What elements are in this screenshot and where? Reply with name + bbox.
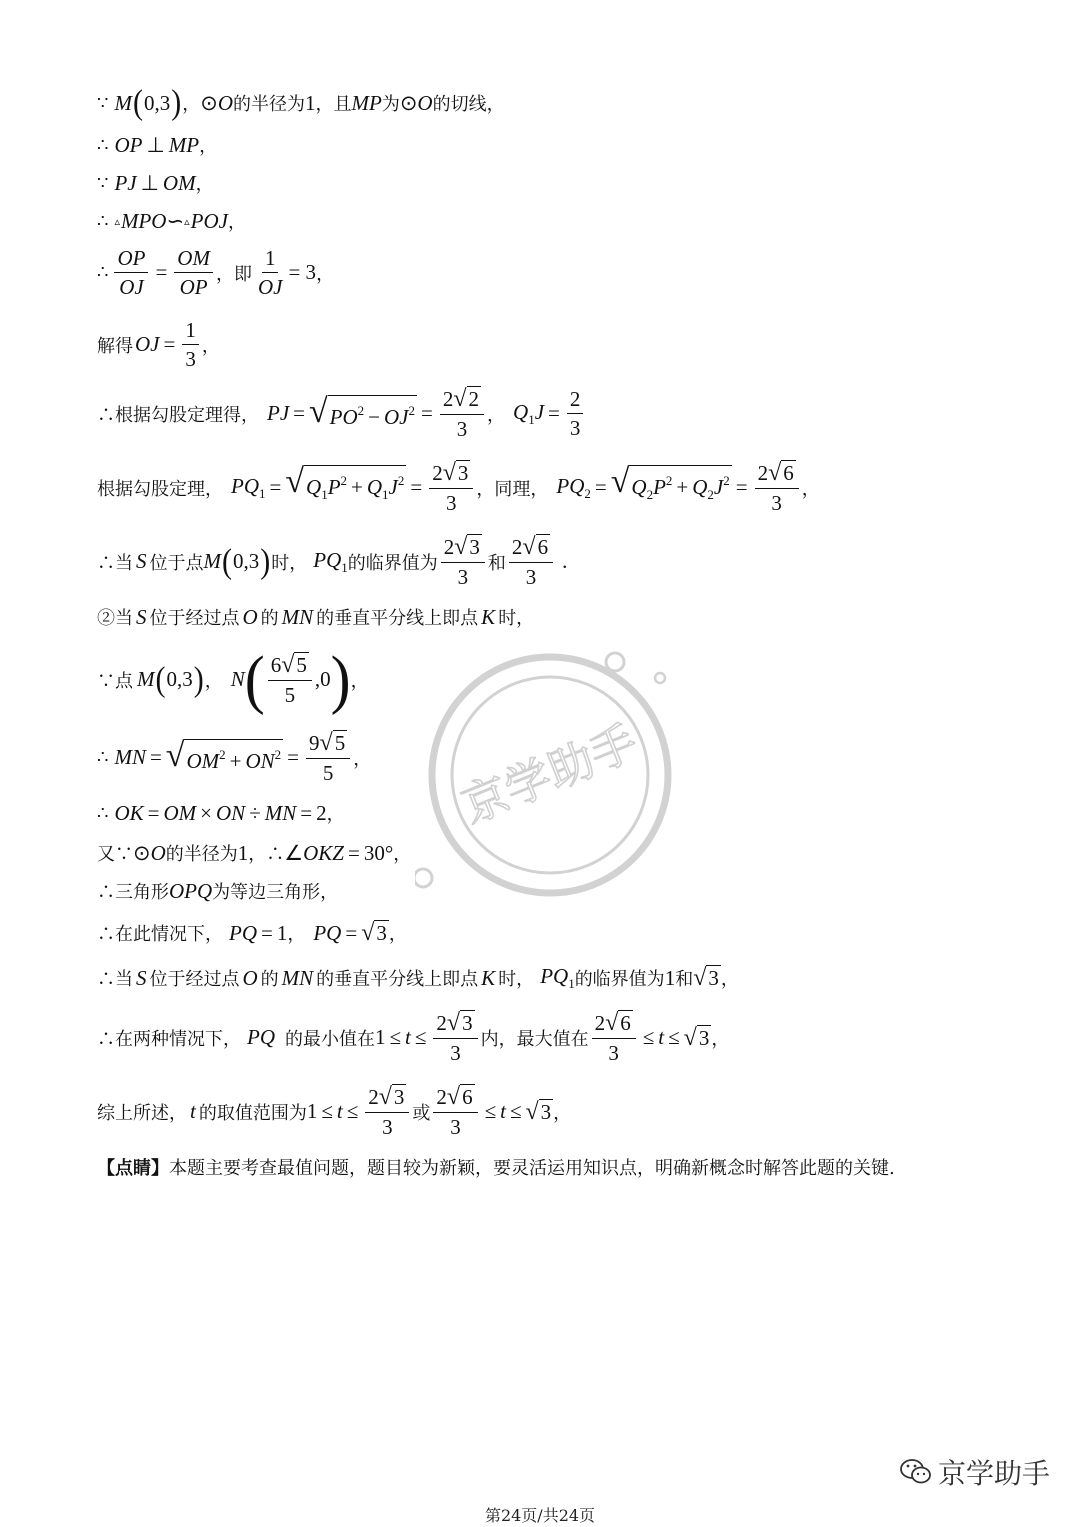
line-20 xyxy=(97,1154,895,1180)
text: ， xyxy=(711,1028,730,1050)
text: ， xyxy=(326,804,345,825)
circle-symbol: ⊙ xyxy=(200,90,218,115)
line-5: ∴ $\frac{OP}{OJ}$ = $\frac{OM}{OP}$ ，即 $\frac{1}{OJ}$ = 3 ， xyxy=(97,246,335,299)
text: ， xyxy=(350,670,369,692)
text: ，同理， xyxy=(476,478,549,500)
line-15: ∴三角形 OPQ 为等边三角形， xyxy=(97,878,339,903)
line-12: ∴ MN = √ $OM^2 + ON^2$ = 9 √ 5 5 ， xyxy=(97,730,372,785)
line-18: ∴在两种情况下， PQ 的最小值在 1 ≤ t ≤ 2 √ 3 3 内，最大值在 2 √ 6 3 ≤ t ≤ √ 3 ， xyxy=(97,1010,730,1065)
text: ，即 xyxy=(215,263,252,285)
text: 综上所述， xyxy=(97,1102,187,1124)
text: 时， xyxy=(498,608,535,629)
watermark-seal xyxy=(415,640,685,910)
line-9: ∴当 S 位于点 M ( 0,3 ) 时， $PQ_1$ 的临界值为 2 √ 3 3 和 2 √ 6 3 . xyxy=(97,534,568,589)
text: 和 xyxy=(487,552,506,574)
text: ②当 xyxy=(97,608,133,629)
text: ， xyxy=(487,404,506,426)
text: 时， xyxy=(271,552,308,574)
text: 的半径为 xyxy=(232,94,305,115)
line-4: ∴ ▵ MPO ∽ ▵ POJ ， xyxy=(97,208,246,233)
text: 的垂直平分线上即点 xyxy=(316,969,479,990)
comment-text: 本题主要考查最值问题，题目较为新颖，要灵活运用知识点，明确新概念时解答此题的关键. xyxy=(169,1158,895,1179)
text: ，且 xyxy=(315,94,352,115)
text: 位于经过点 xyxy=(149,608,240,629)
line-13: ∴ OK = OM × ON ÷ MN = 2 ， xyxy=(97,800,345,825)
text: ， xyxy=(388,924,407,945)
text: 内，最大值在 xyxy=(480,1028,589,1050)
line-17: ∴当 S 位于经过点 O 的 MN 的垂直平分线上即点 K 时， $PQ_1$ 的临界值为 1 和 √ 3 ， xyxy=(97,964,739,991)
text: ， xyxy=(287,924,306,945)
text: ∴根据勾股定理得， xyxy=(97,404,259,426)
text: 和 xyxy=(675,969,694,990)
because-symbol: ∵ xyxy=(97,92,109,114)
watermark-text: 京学助手 xyxy=(454,714,646,834)
text: ， xyxy=(316,263,335,285)
text: ， xyxy=(720,969,739,990)
text: 的切线， xyxy=(432,94,505,115)
wechat-icon xyxy=(900,1458,932,1486)
number: 1 xyxy=(304,90,316,115)
text: ， xyxy=(195,174,214,195)
text: . xyxy=(562,549,568,573)
therefore-symbol: ∴ xyxy=(97,747,109,768)
perp-symbol: ⊥ xyxy=(140,170,159,195)
text: ， xyxy=(182,94,201,115)
number: 1 xyxy=(237,840,249,865)
text: ∵点 xyxy=(97,670,133,692)
text: 解得 xyxy=(97,335,133,357)
perp-symbol: ⊥ xyxy=(146,132,165,157)
line-14: 又∵ ⊙ O 的半径为 1 ，∴ ∠ OKZ = 30° ， xyxy=(97,840,412,865)
text: 又∵ xyxy=(97,844,133,865)
line-6: 解得 OJ = $\frac{1}{3}$ ， xyxy=(97,318,220,371)
therefore-symbol: ∴ xyxy=(97,262,109,283)
text: ， xyxy=(393,844,412,865)
line-7: ∴根据勾股定理得， PJ = √ $PO^2 - OJ^2$ = 2 √ 2 3 ， $Q_1J$ = $\frac{2}{3}$ xyxy=(97,386,586,441)
line-8: 根据勾股定理， $PQ_1$ = √ $Q_1P^2 + Q_1J^2$ = 2 √ 3 3 ，同理， $PQ_2$ = √ $Q_2P^2 + Q_2J^2$ = 2 √ 6 3 ， xyxy=(97,460,820,515)
line-2: ∴ OP ⊥ MP ， xyxy=(97,132,218,157)
text: ， xyxy=(201,335,220,357)
similar-symbol: ∽ xyxy=(166,208,185,233)
equation-part: = 3 xyxy=(288,260,317,284)
text: ∴三角形 xyxy=(97,882,169,903)
line-1: ∵ M ( 0,3 ) ， ⊙ O 的半径为 1 ，且 MP 为 ⊙ O 的切线， xyxy=(97,83,505,122)
text: ， xyxy=(204,670,223,692)
text: 的临界值为 xyxy=(574,969,665,990)
line-10: ②当 S 位于经过点 O 的 MN 的垂直平分线上即点 K 时， xyxy=(97,604,535,629)
text: 的临界值为 xyxy=(347,552,438,574)
text: 根据勾股定理， xyxy=(97,478,223,500)
page-number: 第24页/共24页 xyxy=(484,1506,596,1525)
text: 位于点 xyxy=(149,552,204,574)
therefore-symbol: ∴ xyxy=(97,210,109,232)
text: 的最小值在 xyxy=(285,1028,375,1050)
text: ， xyxy=(353,748,372,770)
therefore-symbol: ∴ xyxy=(97,802,109,824)
text: ∴在两种情况下， xyxy=(97,1028,241,1050)
text: ， xyxy=(227,212,246,233)
text: ， xyxy=(553,1102,572,1124)
text: ， xyxy=(199,136,218,157)
line-16: ∴在此情况下， PQ = 1 ， PQ = √ 3 ， xyxy=(97,920,407,946)
line-11: ∵点 M ( 0,3 ) ， N ( 6 √ 5 5 ,0 ) ， xyxy=(97,642,369,716)
text: 位于经过点 xyxy=(149,969,240,990)
text: 或 xyxy=(412,1102,431,1124)
because-symbol: ∵ xyxy=(97,172,109,194)
text: ∴在此情况下， xyxy=(97,924,223,945)
footer-logo-text: 京学助手 xyxy=(938,1457,1051,1490)
text: 时， xyxy=(498,969,535,990)
text: 的垂直平分线上即点 xyxy=(316,608,479,629)
text: ， xyxy=(801,478,820,500)
text: ，∴ xyxy=(248,844,285,865)
comment-label: 【点睛】 xyxy=(97,1158,169,1179)
text: 的取值范围为 xyxy=(198,1102,307,1124)
line-19: 综上所述， t 的取值范围为 1 ≤ t ≤ 2 √ 3 3 或 2 √ 6 3 ≤ t ≤ √ 3 ， xyxy=(97,1084,572,1139)
text: ∴当 xyxy=(97,552,133,574)
text: 为等边三角形， xyxy=(212,882,339,903)
text: 的 xyxy=(260,969,279,990)
text: 的半径为 xyxy=(165,844,238,865)
line-3: ∵ PJ ⊥ OM ， xyxy=(97,170,214,195)
text: 为 xyxy=(381,94,400,115)
wechat-logo xyxy=(900,1452,1050,1492)
therefore-symbol: ∴ xyxy=(97,134,109,156)
number: 1 xyxy=(664,965,676,990)
text: ∴当 xyxy=(97,969,133,990)
text: 的 xyxy=(260,608,279,629)
